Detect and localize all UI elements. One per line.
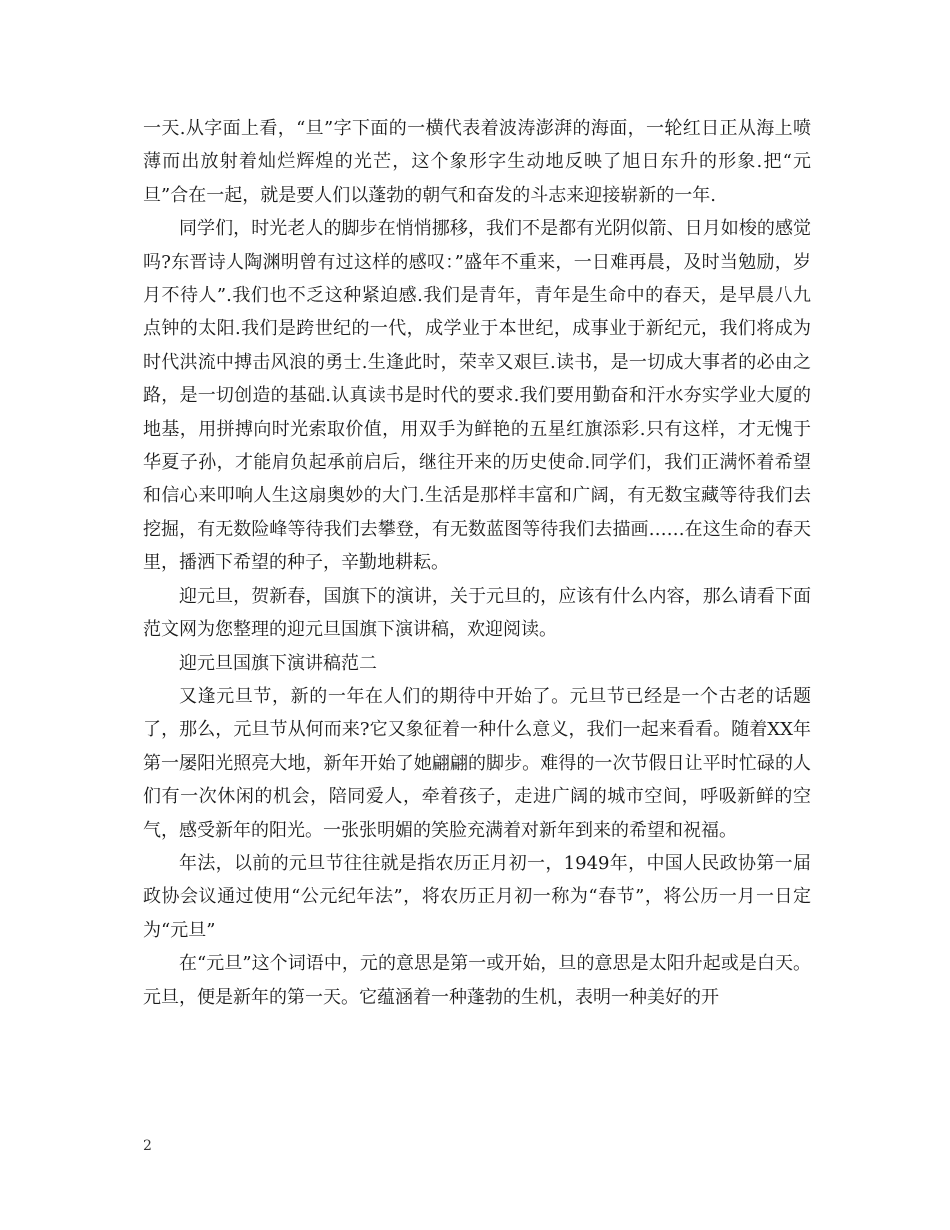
paragraph-7: 在“元旦”这个词语中，元的意思是第一或开始，旦的意思是太阳升起或是白天。元旦，便是新年的第一天。它蕴涵着一种蓬勃的生机，表明一种美好的开 [143, 953, 811, 1008]
paragraph-3: 迎元旦，贺新春，国旗下的演讲，关于元旦的，应该有什么内容，那么请看下面范文网为您整理的迎元旦国旗下演讲稿，欢迎阅读。 [143, 585, 811, 641]
paragraph-6: 年法，以前的元旦节往往就是指农历正月初一，1949年，中国人民政协第一届政协会议通过使用“公元纪年法”，将农历正月初一称为“春节”，将公历一月一日定为“元旦” [143, 852, 811, 941]
page-number: 2 [143, 1138, 152, 1154]
paragraph-5: 又逢元旦节，新的一年在人们的期待中开始了。元旦节已经是一个古老的话题了，那么，元旦节从何而来?它又象征着一种什么意义，我们一起来看看。随着XX年第一屡阳光照亮大地，新年开始了她翩翩的脚步。难得的一次节假日让平时忙碌的人们有一次休闲的机会，陪同爱人，牵着孩子，走进广阔的城市空间，呼吸新鲜的空气，感受新年的阳光。一张张明媚的笑脸充满着对新年到来的希望和祝福。 [143, 685, 811, 841]
paragraph-1: 一天.从字面上看，“旦”字下面的一横代表着波涛澎湃的海面，一轮红日正从海上喷薄而出放射着灿烂辉煌的光芒，这个象形字生动地反映了旭日东升的形象.把“元旦”合在一起，就是要人们以蓬勃的朝气和奋发的斗志来迎接崭新的一年. [143, 118, 811, 206]
section-heading: 迎元旦国旗下演讲稿范二 [179, 652, 377, 674]
document-body [143, 112, 811, 1014]
paragraph-2: 同学们，时光老人的脚步在悄悄挪移，我们不是都有光阴似箭、日月如梭的感觉吗?东晋诗人陶渊明曾有过这样的感叹：”盛年不重来，一日难再晨，及时当勉励，岁月不待人”.我们也不乏这种紧迫感.我们是青年，青年是生命中的春天，是早晨八九点钟的太阳.我们是跨世纪的一代，成学业于本世纪，成事业于新纪元，我们将成为时代洪流中搏击风浪的勇士.生逢此时，荣幸又艰巨.读书，是一切成大事者的必由之路，是一切创造的基础.认真读书是时代的要求.我们要用勤奋和汗水夯实学业大厦的地基，用拼搏向时光索取价值，用双手为鲜艳的五星红旗添彩.只有这样，才无愧于华夏子孙，才能肩负起承前启后，继往开来的历史使命.同学们，我们正满怀着希望和信心来叩响人生这扇奥妙的大门.生活是那样丰富和广阔，有无数宝藏等待我们去挖掘，有无数险峰等待我们去攀登，有无数蓝图等待我们去描画……在这生命的春天里，播洒下希望的种子，辛勤地耕耘。 [143, 218, 811, 574]
